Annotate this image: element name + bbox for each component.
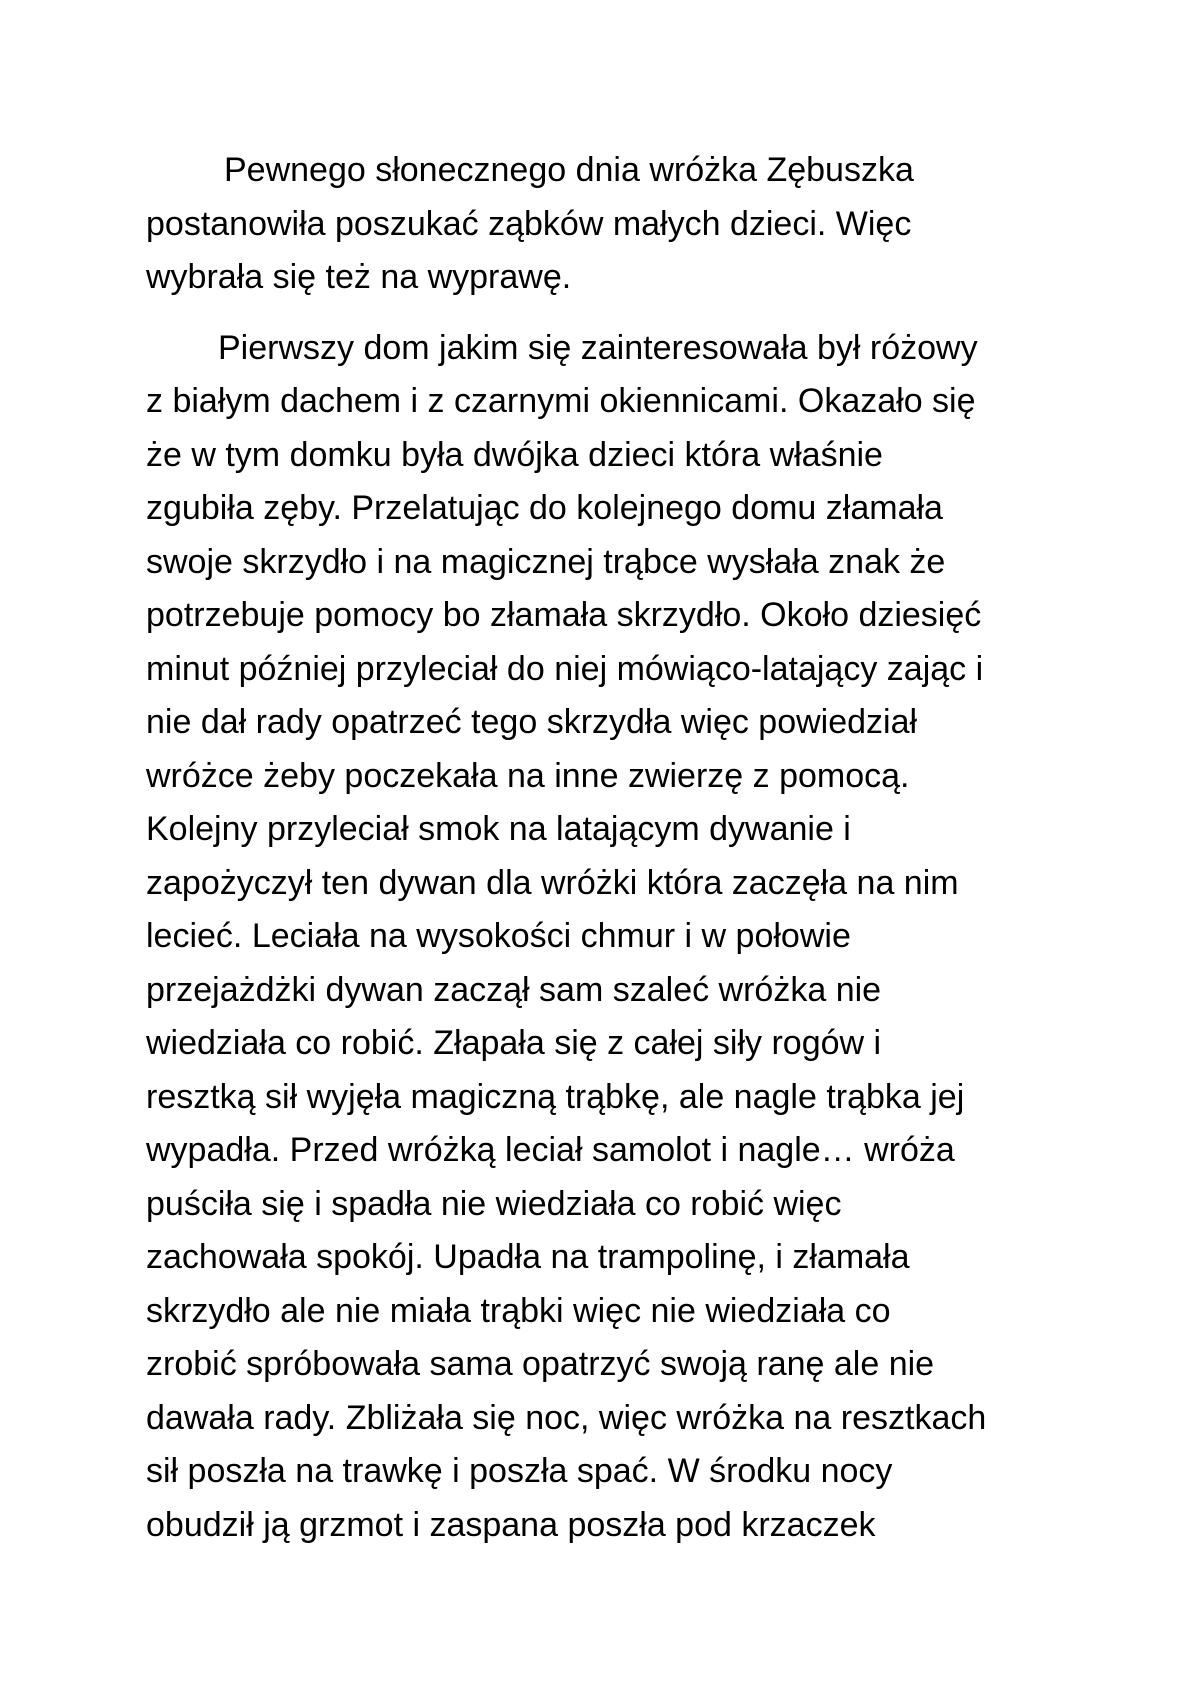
text-line: minut później przyleciał do niej mówiąco-latający zając i — [146, 649, 984, 688]
text-line: dawała rady. Zbliżała się noc, więc wróżka na resztkach — [146, 1398, 987, 1437]
text-line: sił poszła na trawkę i poszła spać. W środku nocy — [146, 1452, 893, 1490]
text-line: swoje skrzydło i na magicznej trąbce wysłała znak że — [146, 542, 946, 581]
text-line: skrzydło ale nie miała trąbki więc nie wiedziała co — [146, 1291, 891, 1330]
text-line: potrzebuje pomocy bo złamała skrzydło. Około dziesięć — [146, 596, 982, 634]
text-line: wróżce żeby poczekała na inne zwierzę z pomocą. — [146, 756, 910, 795]
text-line: z białym dachem i z czarnymi okiennicami. Okazało się — [146, 382, 976, 420]
text-line: zrobić spróbowała sama opatrzyć swoją ranę ale nie — [146, 1345, 935, 1383]
text-line: Pierwszy dom jakim się zainteresowała był różowy — [218, 328, 978, 367]
text-line: przejażdżki dywan zaczął sam szaleć wróżka nie — [146, 970, 882, 1009]
text-line: Kolejny przyleciał smok na latającym dywanie i — [146, 810, 851, 848]
text-line: wybrała się też na wyprawę. — [146, 258, 572, 296]
text-line: zgubiła zęby. Przelatując do kolejnego domu złamała — [146, 489, 943, 527]
text-line: puściła się i spadła nie wiedziała co robić więc — [146, 1184, 842, 1223]
text-line: resztką sił wyjęła magiczną trąbkę, ale nagle trąbka jej — [146, 1077, 965, 1116]
text-line: wypadła. Przed wróżką leciał samolot i nagle… wróża — [146, 1131, 955, 1169]
text-line: postanowiła poszukać ząbków małych dzieci. Więc — [146, 204, 912, 243]
text-line: obudził ją grzmot i zaspana poszła pod krzaczek — [146, 1505, 876, 1544]
text-line: że w tym domku była dwójka dzieci która właśnie — [146, 435, 883, 474]
text-line: Pewnego słonecznego dnia wróżka Zębuszka — [224, 151, 914, 189]
text-line: wiedziała co robić. Złapała się z całej siły rogów i — [146, 1024, 882, 1062]
paragraph-1 — [146, 144, 1096, 305]
text-line: zapożyczył ten dywan dla wróżki która zaczęła na nim — [146, 863, 959, 902]
text-line: nie dał rady opatrzeć tego skrzydła więc powiedział — [146, 703, 918, 741]
text-line: zachowała spokój. Upadła na trampolinę, i złamała — [146, 1238, 910, 1276]
document-body — [146, 144, 1096, 1552]
paragraph-2 — [146, 322, 1096, 1553]
text-line: lecieć. Leciała na wysokości chmur i w połowie — [146, 917, 851, 955]
